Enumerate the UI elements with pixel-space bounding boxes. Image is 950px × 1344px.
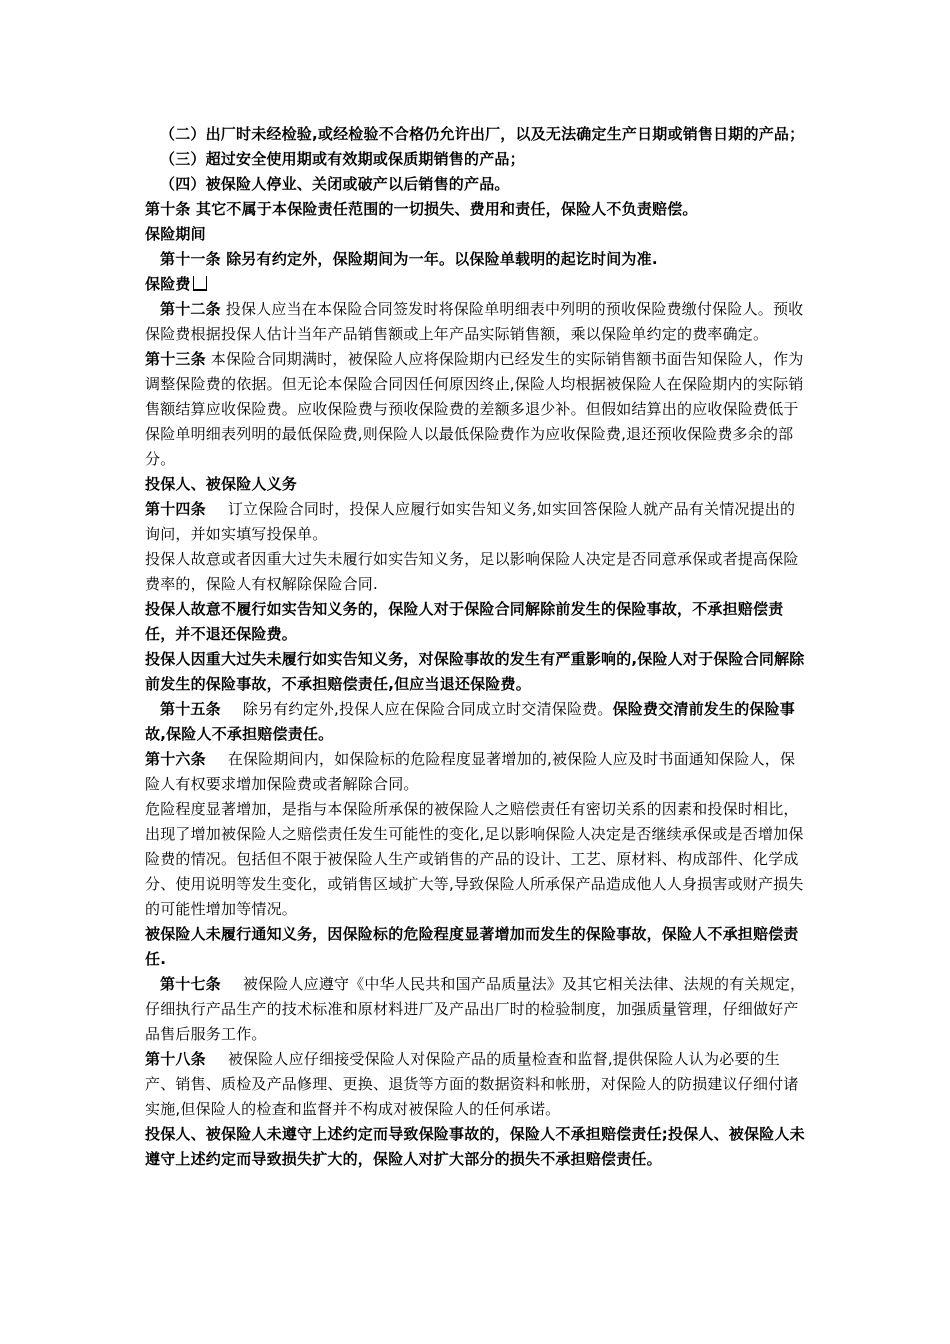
- article-18: [145, 1047, 810, 1122]
- article-14-body: 订立保险合同时，投保人应履行如实告知义务,如实回答保险人就产品有关情况提出的询问，并如实填写投保单。: [145, 500, 796, 543]
- article-16-title: 第十六条: [145, 750, 206, 768]
- article-12-title: 第十二条: [160, 300, 221, 318]
- article-17: [145, 972, 810, 1047]
- article-16-para-2: 危险程度显著增加，是指与本保险所承保的被保险人之赔偿责任有密切关系的因素和投保时相比，出现了增加被保险人之赔偿责任发生可能性的变化,足以影响保险人决定是否继续承保或是否增加保险费的情况。包括但不限于被保险人生产或销售的产品的设计、工艺、原材料、构成部件、化学成分、使用说明等发生变化，或销售区域扩大等,导致保险人所承保产品造成他人人身损害或财产损失的可能性增加等情况。: [145, 800, 804, 918]
- article-18-para-2: 投保人、被保险人未遵守上述约定而导致保险事故的，保险人不承担赔偿责任;投保人、被保险人未遵守上述约定而导致损失扩大的，保险人对扩大部分的损失不承担赔偿责任。: [145, 1125, 805, 1168]
- article-17-title: 第十七条: [160, 975, 221, 993]
- document-page: [145, 122, 810, 1172]
- article-14-para-4: 投保人因重大过失未履行如实告知义务，对保险事故的发生有严重影响的,保险人对于保险合同解除前发生的保险事故，不承担赔偿责任,但应当退还保险费。: [145, 650, 805, 693]
- premium-heading-text: 保险费: [145, 275, 191, 293]
- article-15: [145, 697, 810, 747]
- section-heading-premium: [145, 272, 810, 297]
- article-15-title: 第十五条: [160, 700, 221, 718]
- article-11: 第十一条 除另有约定外，保险期间为一年。以保险单载明的起讫时间为准.: [160, 250, 658, 268]
- article-15-bold: 保险费交清前发生的保险事故,保险人不承担赔偿责任。: [145, 700, 795, 743]
- clause-item-4: （四）被保险人停业、关闭或破产以后销售的产品。: [160, 175, 510, 193]
- article-16-body: 在保险期间内，如保险标的危险程度显著增加的,被保险人应及时书面通知保险人，保险人有权要求增加保险费或者解除合同。: [145, 750, 796, 793]
- article-14-para-3: 投保人故意不履行如实告知义务的，保险人对于保险合同解除前发生的保险事故，不承担赔偿责任，并不退还保险费。: [145, 600, 784, 643]
- article-18-title: 第十八条: [145, 1050, 206, 1068]
- clause-item-3: （三）超过安全使用期或有效期或保质期销售的产品；: [160, 150, 525, 168]
- article-16-para-3: 被保险人未履行通知义务，因保险标的危险程度显著增加而发生的保险事故，保险人不承担赔偿责任.: [145, 925, 799, 968]
- article-18-body: 被保险人应仔细接受保险人对保险产品的质量检查和监督,提供保险人认为必要的生产、销售、质检及产品修理、更换、退货等方面的数据资料和帐册，对保险人的防损建议仔细付诸实施,但保险人的检查和监督并不构成对被保险人的任何承诺。: [145, 1050, 799, 1118]
- article-12: [145, 297, 810, 347]
- article-16: [145, 747, 810, 797]
- text-cursor-icon: [193, 276, 207, 291]
- article-14-title: 第十四条: [145, 500, 206, 518]
- article-12-body: 投保人应当在本保险合同签发时将保险单明细表中列明的预收保险费缴付保险人。预收保险费根据投保人估计当年产品销售额或上年产品实际销售额，乘以保险单约定的费率确定。: [145, 300, 804, 343]
- section-heading-duties: 投保人、被保险人义务: [145, 475, 298, 493]
- article-13: [145, 347, 810, 472]
- article-15-body: 除另有约定外,投保人应在保险合同成立时交清保险费。: [242, 700, 613, 718]
- clause-item-2: （二）出厂时未经检验,或经检验不合格仍允许出厂，以及无法确定生产日期或销售日期的产品；: [160, 125, 805, 143]
- article-13-title: 第十三条: [145, 350, 206, 368]
- section-heading-period: 保险期间: [145, 225, 206, 243]
- article-14: [145, 497, 810, 547]
- article-13-body: 本保险合同期满时，被保险人应将保险期内已经发生的实际销售额书面告知保险人，作为调整保险费的依据。但无论本保险合同因任何原因终止,保险人均根据被保险人在保险期内的实际销售额结算应收保险费。应收保险费与预收保险费的差额多退少补。但假如结算出的应收保险费低于保险单明细表列明的最低保险费,则保险人以最低保险费作为应收保险费,退还预收保险费多余的部分。: [145, 350, 804, 468]
- article-10: 第十条 其它不属于本保险责任范围的一切损失、费用和责任，保险人不负责赔偿。: [145, 200, 698, 218]
- article-17-body: 被保险人应遵守《中华人民共和国产品质量法》及其它相关法律、法规的有关规定，仔细执行产品生产的技术标准和原材料进厂及产品出厂时的检验制度，加强质量管理，仔细做好产品售后服务工作。: [145, 975, 806, 1043]
- article-14-para-2: 投保人故意或者因重大过失未履行如实告知义务，足以影响保险人决定是否同意承保或者提高保险费率的，保险人有权解除保险合同.: [145, 550, 799, 593]
